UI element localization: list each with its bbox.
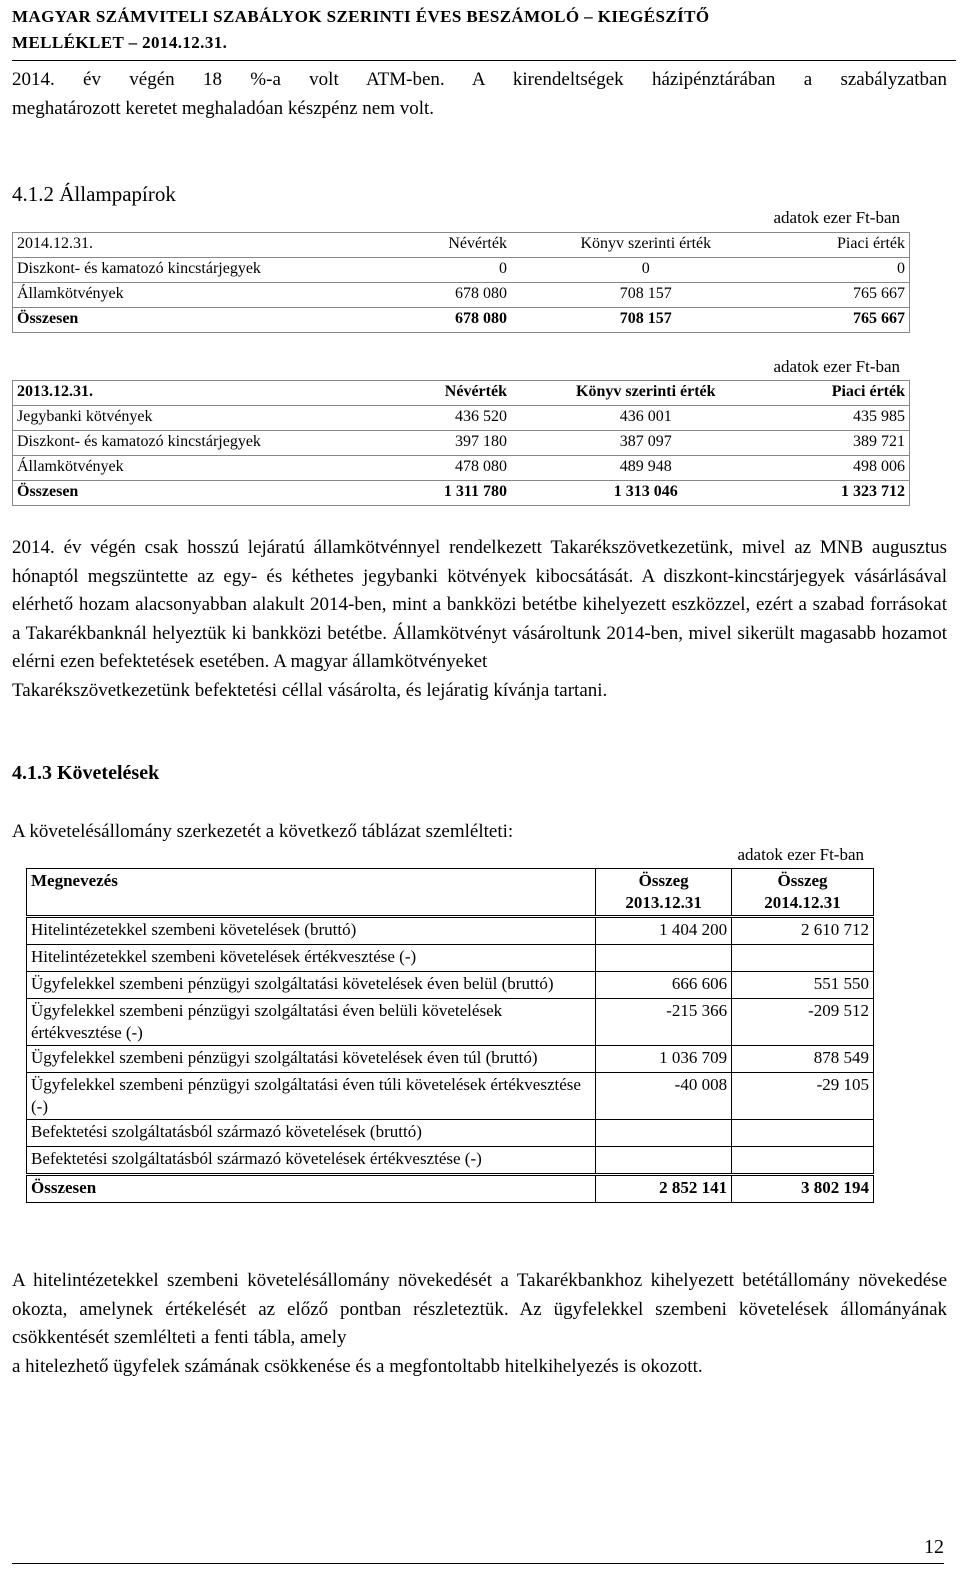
table-allampapirok-2013 bbox=[12, 380, 910, 506]
table-row bbox=[27, 999, 874, 1046]
table-cell: 498 006 bbox=[781, 456, 910, 481]
header-line: 2014.12.31 bbox=[764, 893, 841, 912]
header-line-1: MAGYAR SZÁMVITELI SZABÁLYOK SZERINTI ÉVES BESZÁMOLÓ – KIEGÉSZÍTŐ bbox=[12, 7, 710, 26]
table-header-cell: Megnevezés bbox=[27, 869, 596, 917]
table-cell: Hitelintézetekkel szembeni követelések (bruttó) bbox=[27, 917, 596, 945]
table-cell: Ügyfelekkel szembeni pénzügyi szolgáltatási éven túli követelések értékvesztése (-) bbox=[27, 1073, 596, 1120]
table-row bbox=[27, 1073, 874, 1120]
table-cell: Összesen bbox=[13, 481, 397, 506]
unit-label-1: adatok ezer Ft-ban bbox=[773, 208, 900, 227]
footer-rule bbox=[12, 1563, 944, 1564]
table-header-cell bbox=[596, 869, 732, 917]
table-cell: 765 667 bbox=[781, 308, 910, 333]
table-header-cell bbox=[732, 869, 874, 917]
table-cell bbox=[596, 1147, 732, 1175]
unit-label-2: adatok ezer Ft-ban bbox=[773, 357, 900, 376]
section-title-kovetelesek: 4.1.3 Követelések bbox=[12, 762, 160, 784]
header-line: Összeg bbox=[638, 871, 689, 890]
table-cell bbox=[596, 945, 732, 972]
table-cell: 1 311 780 bbox=[396, 481, 511, 506]
table-cell: 551 550 bbox=[732, 972, 874, 999]
header-line: Összeg bbox=[777, 871, 828, 890]
table-cell bbox=[732, 1120, 874, 1147]
table-header-cell: Piaci érték bbox=[781, 233, 910, 258]
table-cell: 0 bbox=[781, 258, 910, 283]
table-row bbox=[27, 1046, 874, 1073]
table-cell: Diszkont- és kamatozó kincstárjegyek bbox=[13, 431, 397, 456]
paragraph-kovetelesek-comment bbox=[12, 1267, 947, 1381]
table-cell: 0 bbox=[396, 258, 511, 283]
table-header-cell: 2014.12.31. bbox=[13, 233, 397, 258]
table-total-row bbox=[27, 1175, 874, 1203]
table-cell: Befektetési szolgáltatásból származó követelések értékvesztése (-) bbox=[27, 1147, 596, 1175]
table-cell: 387 097 bbox=[511, 431, 781, 456]
table-cell: Összesen bbox=[13, 308, 397, 333]
table-cell: 397 180 bbox=[396, 431, 511, 456]
intro-line-2: meghatározott keretet meghaladóan készpénz nem volt. bbox=[12, 97, 435, 119]
table-cell: 666 606 bbox=[596, 972, 732, 999]
header-rule bbox=[12, 60, 956, 61]
table-cell: Ügyfelekkel szembeni pénzügyi szolgáltatási követelések éven túl (bruttó) bbox=[27, 1046, 596, 1073]
table-cell: 435 985 bbox=[781, 406, 910, 431]
table-header-cell: Könyv szerinti érték bbox=[511, 381, 781, 406]
table-cell: 678 080 bbox=[396, 308, 511, 333]
table-cell: Ügyfelekkel szembeni pénzügyi szolgáltatási követelések éven belül (bruttó) bbox=[27, 972, 596, 999]
table-cell: Ügyfelekkel szembeni pénzügyi szolgáltatási éven belüli követelések értékvesztése (-) bbox=[27, 999, 596, 1046]
table-cell: Befektetési szolgáltatásból származó követelések (bruttó) bbox=[27, 1120, 596, 1147]
table-cell: Államkötvények bbox=[13, 283, 397, 308]
table-cell: -29 105 bbox=[732, 1073, 874, 1120]
table-header-cell: Névérték bbox=[396, 381, 511, 406]
table-cell: 1 313 046 bbox=[511, 481, 781, 506]
table-cell: 489 948 bbox=[511, 456, 781, 481]
section-title-allampapirok: 4.1.2 Állampapírok bbox=[12, 182, 176, 206]
table-cell: -215 366 bbox=[596, 999, 732, 1046]
table-cell: Jegybanki kötvények bbox=[13, 406, 397, 431]
table-row bbox=[27, 917, 874, 945]
intro-paragraph bbox=[12, 66, 947, 123]
table-kovetelesek bbox=[26, 868, 874, 1203]
table-cell: 389 721 bbox=[781, 431, 910, 456]
table-allampapirok-2014 bbox=[12, 232, 910, 333]
table-cell: 436 520 bbox=[396, 406, 511, 431]
table-cell: 878 549 bbox=[732, 1046, 874, 1073]
table-cell: 765 667 bbox=[781, 283, 910, 308]
table-cell: -40 008 bbox=[596, 1073, 732, 1120]
table-cell: 1 404 200 bbox=[596, 917, 732, 945]
table-cell: Diszkont- és kamatozó kincstárjegyek bbox=[13, 258, 397, 283]
table-header-cell: Névérték bbox=[396, 233, 511, 258]
paragraph-last-line: Takarékszövetkezetünk befektetési céllal vásárolta, és lejáratig kívánja tartani. bbox=[12, 679, 608, 701]
page-number: 12 bbox=[924, 1536, 944, 1558]
table-row bbox=[13, 258, 910, 283]
table-row bbox=[27, 972, 874, 999]
paragraph-last-line: a hitelezhető ügyfelek számának csökkenése és a megfontoltabb hitelkihelyezés is okozott. bbox=[12, 1355, 703, 1377]
table-header-cell: Könyv szerinti érték bbox=[511, 233, 781, 258]
table-cell: 678 080 bbox=[396, 283, 511, 308]
table-cell: 708 157 bbox=[511, 308, 781, 333]
table-header-cell: 2013.12.31. bbox=[13, 381, 397, 406]
table-cell: 708 157 bbox=[511, 283, 781, 308]
table-row bbox=[13, 431, 910, 456]
paragraph-allampapir-comment bbox=[12, 534, 947, 705]
table-row bbox=[13, 406, 910, 431]
table-cell: 2 610 712 bbox=[732, 917, 874, 945]
table-cell: 3 802 194 bbox=[732, 1175, 874, 1203]
table-cell: Hitelintézetekkel szembeni követelések értékvesztése (-) bbox=[27, 945, 596, 972]
table-row bbox=[13, 456, 910, 481]
header-line: 2013.12.31 bbox=[625, 893, 702, 912]
table-cell bbox=[732, 1147, 874, 1175]
table-cell: 1 323 712 bbox=[781, 481, 910, 506]
table-header-row bbox=[13, 381, 910, 406]
table-cell: Államkötvények bbox=[13, 456, 397, 481]
table-cell: Összesen bbox=[27, 1175, 596, 1203]
table-cell: 478 080 bbox=[396, 456, 511, 481]
table-row bbox=[27, 1147, 874, 1175]
table-header-row bbox=[27, 869, 874, 917]
kovetelesek-intro: A követelésállomány szerkezetét a következő táblázat szemlélteti: bbox=[12, 821, 514, 842]
table-row bbox=[27, 1120, 874, 1147]
table-cell: -209 512 bbox=[732, 999, 874, 1046]
table-total-row bbox=[13, 308, 910, 333]
header-line-2: MELLÉKLET – 2014.12.31. bbox=[12, 33, 228, 52]
table-total-row bbox=[13, 481, 910, 506]
table-row bbox=[27, 945, 874, 972]
table-cell: 436 001 bbox=[511, 406, 781, 431]
page-header bbox=[12, 4, 912, 56]
paragraph-text: 2014. év végén csak hosszú lejáratú államkötvénnyel rendelkezett Takarékszövetkezetünk, mivel az MNB augusztus hónaptól megszüntette az egy- és kéthetes jegybanki kötvények kibocsátását. A diszkont-kincstárjegyek vásárlásával elérhető hozam alacsonyabban alakult 2014-ben, mint a bankközi betétbe kihelyezett eszközzel, ezért a szabad forrásokat a Takarékbanknál helyeztük ki bankközi betétbe. Államkötvényt vásároltunk 2014-ben, mivel sikerült magasabb hozamot elérni ezen befektetések esetében. A magyar államkötvényeket bbox=[12, 537, 947, 672]
table-header-row bbox=[13, 233, 910, 258]
table-row bbox=[13, 283, 910, 308]
table-cell: 1 036 709 bbox=[596, 1046, 732, 1073]
table-cell: 2 852 141 bbox=[596, 1175, 732, 1203]
table-cell bbox=[732, 945, 874, 972]
table-header-cell: Piaci érték bbox=[781, 381, 910, 406]
paragraph-text: A hitelintézetekkel szembeni követelésállomány növekedését a Takarékbankhoz kihelyezett betétállomány növekedése okozta, amelynek értékelését az előző pontban részleteztük. Az ügyfelekkel szembeni követelések állományának csökkentését szemlélteti a fenti tábla, amely bbox=[12, 1270, 947, 1348]
table-cell: 0 bbox=[511, 258, 781, 283]
unit-label-3: adatok ezer Ft-ban bbox=[737, 845, 864, 864]
intro-line-1: 2014. év végén 18 %-a volt ATM-ben. A kirendeltségek házipénztárában a szabályzatban bbox=[12, 69, 947, 90]
table-cell bbox=[596, 1120, 732, 1147]
